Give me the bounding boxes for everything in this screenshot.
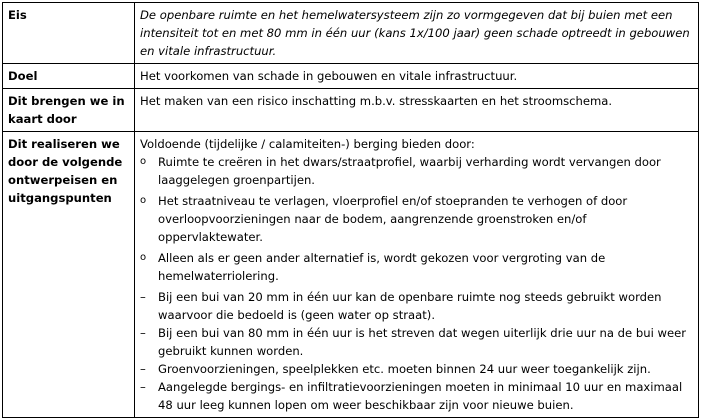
row-value-doel: Het voorkomen van schade in gebouwen en vitale infrastructuur. — [135, 64, 699, 89]
circle-bullet-icon: o — [140, 252, 147, 263]
list-item-text: Alleen als er geen ander alternatief is, wordt gekozen voor vergroting van de hemelwaterriolering. — [158, 251, 606, 283]
table-row — [3, 89, 699, 132]
list-item — [140, 378, 692, 414]
circle-bullet-icon: o — [140, 156, 147, 167]
list-item-text: Ruimte te creëren in het dwars/straatprofiel, waarbij verharding wordt vervangen door laaggelegen groenpartijen. — [158, 155, 661, 187]
list-item — [140, 360, 692, 378]
dash-bullet-icon: – — [140, 290, 146, 304]
row-label-realiseren: Dit realiseren we door de volgende ontwerpeisen en uitgangspunten — [3, 132, 135, 418]
list-item — [140, 249, 692, 285]
requirements-table — [2, 2, 699, 418]
list-item — [140, 288, 692, 324]
berging-intro-text: Voldoende (tijdelijke / calamiteiten-) berging bieden door: — [140, 137, 475, 151]
row-label-doel: Doel — [3, 64, 135, 89]
row-label-eis: Eis — [3, 3, 135, 64]
row-value-in-kaart: Het maken van een risico inschatting m.b.v. stresskaarten en het stroomschema. — [135, 89, 699, 132]
table-row — [3, 132, 699, 418]
dash-bullet-icon: – — [140, 326, 146, 340]
circle-bullet-icon: o — [140, 195, 147, 206]
list-item-text: Bij een bui van 80 mm in één uur is het streven dat wegen uiterlijk drie uur na de bui weer gebruikt kunnen worden. — [158, 326, 686, 358]
list-item — [140, 324, 692, 360]
list-item-text: Aangelegde bergings- en infiltratievoorzieningen moeten in minimaal 10 uur en maximaal 48 uur leeg kunnen lopen om weer beschikbaar zijn voor nieuwe buien. — [158, 380, 683, 412]
table-row — [3, 3, 699, 64]
list-item — [140, 192, 692, 246]
row-value-realiseren — [135, 132, 699, 418]
list-item-text: Bij een bui van 20 mm in één uur kan de openbare ruimte nog steeds gebruikt worden waarvoor die bedoeld is (geen water op straat). — [158, 290, 662, 322]
table-row — [3, 64, 699, 89]
row-label-in-kaart: Dit brengen we in kaart door — [3, 89, 135, 132]
list-item-text: Het straatniveau te verlagen, vloerprofiel en/of stoepranden te verhogen of door overloopvoorzieningen naar de bodem, aangrenzende groenstroken en/of oppervlaktewater. — [158, 194, 628, 244]
dash-bullet-icon: – — [140, 380, 146, 394]
row-value-eis: De openbare ruimte en het hemelwatersysteem zijn zo vormgegeven dat bij buien met een intensiteit tot en met 80 mm in één uur (kans 1x/100 jaar) geen schade optreedt in gebouwen en vitale infrastructuur. — [135, 3, 699, 64]
dash-bullet-icon: – — [140, 362, 146, 376]
list-item-text: Groenvoorzieningen, speelplekken etc. moeten binnen 24 uur weer toegankelijk zijn. — [158, 362, 651, 376]
design-requirements-list — [140, 153, 692, 414]
list-item — [140, 153, 692, 189]
